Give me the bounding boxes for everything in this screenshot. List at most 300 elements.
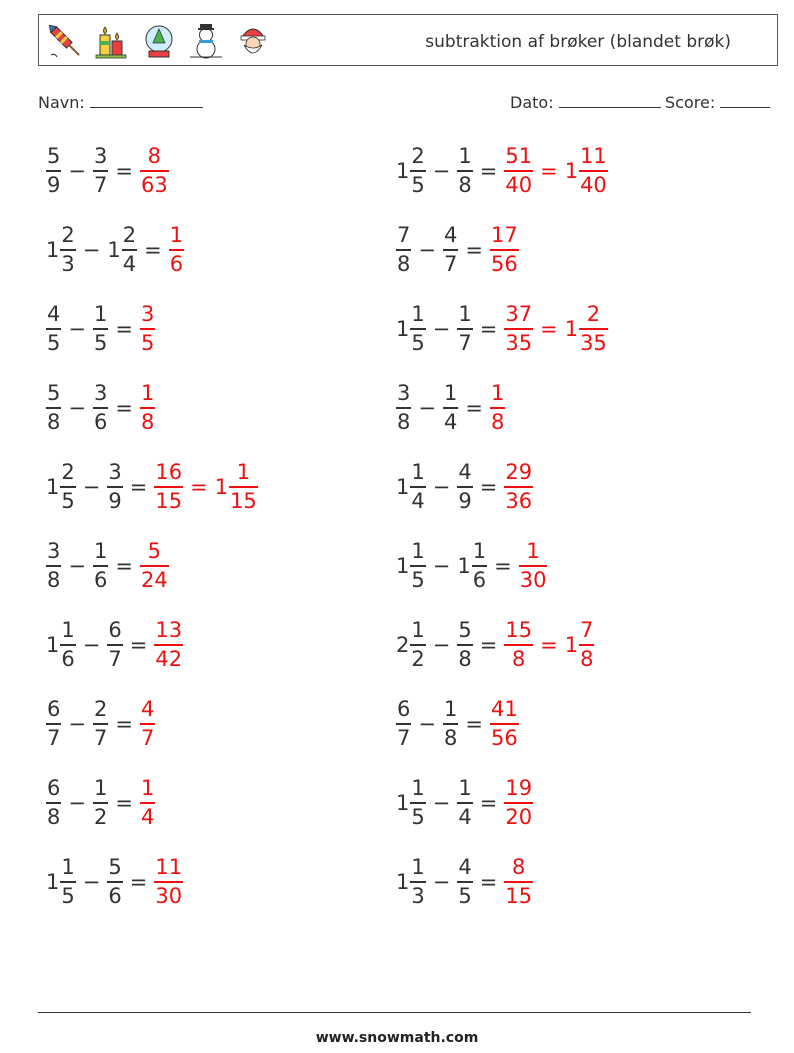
equals-sign: = bbox=[479, 632, 498, 657]
equals-sign: = bbox=[465, 711, 483, 736]
numerator: 5 bbox=[47, 144, 61, 168]
numerator: 3 bbox=[93, 144, 108, 168]
fraction-bar bbox=[154, 644, 183, 646]
fraction bbox=[93, 778, 108, 828]
denominator: 42 bbox=[155, 646, 183, 671]
answer bbox=[504, 462, 533, 512]
fraction-bar bbox=[93, 170, 108, 172]
subtrahend bbox=[457, 304, 472, 354]
minus-sign: − bbox=[432, 158, 451, 183]
fraction bbox=[490, 699, 519, 749]
fraction bbox=[579, 304, 608, 354]
whole-number: 2 bbox=[396, 632, 410, 657]
whole-number: 1 bbox=[396, 316, 410, 341]
fraction bbox=[504, 304, 533, 354]
denominator: 5 bbox=[411, 804, 425, 829]
equals-sign: = bbox=[540, 158, 558, 183]
denominator: 5 bbox=[93, 330, 108, 355]
equals-sign: = bbox=[540, 632, 558, 657]
footer-divider bbox=[38, 1012, 751, 1013]
whole-number: 1 bbox=[46, 869, 60, 894]
numerator: 6 bbox=[47, 776, 61, 800]
equals-sign: = bbox=[115, 395, 133, 420]
fraction bbox=[60, 225, 75, 275]
fraction-bar bbox=[504, 486, 533, 488]
answer-fraction bbox=[504, 620, 533, 670]
answer-fraction bbox=[490, 225, 519, 275]
fraction bbox=[504, 857, 533, 907]
fraction bbox=[579, 146, 608, 196]
answer-fraction bbox=[140, 304, 155, 354]
fraction-bar bbox=[107, 644, 122, 646]
denominator: 9 bbox=[108, 488, 122, 513]
denominator: 5 bbox=[47, 330, 61, 355]
numerator: 4 bbox=[47, 302, 61, 326]
subtrahend bbox=[457, 778, 472, 828]
fraction-bar bbox=[504, 802, 533, 804]
minuend bbox=[396, 304, 426, 354]
denominator: 5 bbox=[411, 567, 425, 592]
minuend bbox=[46, 620, 76, 670]
snowman-icon bbox=[186, 21, 226, 61]
fraction bbox=[504, 620, 533, 670]
candles-icon bbox=[92, 21, 132, 61]
numerator: 2 bbox=[93, 697, 108, 721]
numerator: 1 bbox=[236, 460, 251, 484]
denominator: 8 bbox=[512, 646, 526, 671]
santa-claus-icon bbox=[233, 21, 273, 61]
numerator: 2 bbox=[122, 223, 137, 247]
fraction bbox=[46, 383, 61, 433]
fraction bbox=[154, 620, 183, 670]
fraction bbox=[410, 778, 425, 828]
minuend bbox=[46, 383, 61, 433]
fraction-bar bbox=[410, 565, 425, 567]
fraction-bar bbox=[504, 170, 533, 172]
subtrahend bbox=[107, 857, 122, 907]
answer bbox=[169, 225, 184, 275]
fraction bbox=[46, 541, 61, 591]
denominator: 7 bbox=[93, 172, 108, 197]
answer-fraction bbox=[490, 383, 505, 433]
problem-item bbox=[396, 225, 519, 275]
denominator: 8 bbox=[47, 567, 61, 592]
problem-item bbox=[46, 304, 155, 354]
score-field[interactable] bbox=[665, 92, 770, 112]
subtrahend bbox=[107, 620, 122, 670]
fraction-bar bbox=[140, 802, 155, 804]
subtrahend bbox=[443, 225, 458, 275]
denominator: 6 bbox=[472, 567, 487, 592]
name-field[interactable] bbox=[38, 92, 203, 112]
answer-fraction bbox=[504, 857, 533, 907]
fraction bbox=[410, 541, 425, 591]
denominator: 8 bbox=[490, 409, 505, 434]
fraction-bar bbox=[122, 249, 137, 251]
fraction-bar bbox=[396, 407, 411, 409]
answer-fraction bbox=[140, 383, 155, 433]
fraction-bar bbox=[457, 644, 472, 646]
numerator: 2 bbox=[411, 144, 425, 168]
minuend bbox=[46, 462, 76, 512]
subtrahend bbox=[93, 146, 108, 196]
fraction-bar bbox=[46, 328, 61, 330]
fraction bbox=[60, 620, 75, 670]
numerator: 7 bbox=[580, 618, 594, 642]
numerator: 1 bbox=[411, 855, 425, 879]
whole-number: 1 bbox=[396, 158, 410, 183]
answer-fraction bbox=[140, 146, 169, 196]
numerator: 5 bbox=[458, 618, 472, 642]
fraction-bar bbox=[504, 881, 533, 883]
numerator: 11 bbox=[155, 855, 183, 879]
fraction bbox=[410, 620, 425, 670]
numerator: 15 bbox=[505, 618, 533, 642]
numerator: 1 bbox=[140, 776, 155, 800]
fraction bbox=[457, 857, 472, 907]
denominator: 4 bbox=[411, 488, 425, 513]
minus-sign: − bbox=[68, 711, 86, 736]
numerator: 2 bbox=[61, 460, 75, 484]
fraction-bar bbox=[396, 249, 411, 251]
fraction-bar bbox=[140, 170, 169, 172]
minus-sign: − bbox=[432, 790, 451, 815]
subtrahend bbox=[457, 462, 472, 512]
fraction bbox=[46, 778, 61, 828]
icon-strip bbox=[45, 19, 273, 63]
whole-number: 1 bbox=[396, 474, 410, 499]
fraction-bar bbox=[504, 644, 533, 646]
snow-globe-icon bbox=[139, 21, 179, 61]
subtrahend bbox=[457, 146, 472, 196]
numerator: 2 bbox=[61, 223, 75, 247]
denominator: 8 bbox=[140, 409, 155, 434]
numerator: 4 bbox=[458, 855, 472, 879]
subtrahend bbox=[107, 225, 137, 275]
score-blank[interactable] bbox=[720, 92, 770, 108]
answer bbox=[140, 541, 169, 591]
problem-item bbox=[46, 146, 169, 196]
numerator: 51 bbox=[505, 144, 533, 168]
fraction bbox=[457, 462, 472, 512]
problem-item bbox=[46, 462, 258, 512]
problem-item bbox=[396, 146, 608, 196]
date-field[interactable] bbox=[510, 92, 661, 112]
minus-sign: − bbox=[418, 711, 436, 736]
fraction-bar bbox=[46, 723, 61, 725]
denominator: 3 bbox=[61, 251, 75, 276]
denominator: 8 bbox=[47, 804, 61, 829]
fraction-bar bbox=[579, 170, 608, 172]
minus-sign: − bbox=[432, 474, 451, 499]
minuend bbox=[396, 383, 411, 433]
fraction bbox=[504, 778, 533, 828]
fraction-bar bbox=[140, 407, 155, 409]
fraction-bar bbox=[46, 802, 61, 804]
numerator: 1 bbox=[93, 302, 108, 326]
minus-sign: − bbox=[432, 869, 451, 894]
numerator: 1 bbox=[443, 697, 458, 721]
equals-sign: = bbox=[540, 316, 558, 341]
denominator: 9 bbox=[47, 172, 61, 197]
denominator: 24 bbox=[140, 567, 168, 592]
fraction-bar bbox=[410, 881, 425, 883]
problem-item bbox=[46, 778, 155, 828]
answer-fraction bbox=[154, 857, 183, 907]
fraction-bar bbox=[457, 486, 472, 488]
fraction bbox=[93, 383, 108, 433]
fraction-bar bbox=[472, 565, 487, 567]
problem-item bbox=[46, 225, 184, 275]
date-label: Dato: bbox=[510, 93, 554, 112]
minus-sign: − bbox=[418, 395, 436, 420]
fraction bbox=[140, 778, 155, 828]
fraction-bar bbox=[93, 328, 108, 330]
numerator: 4 bbox=[458, 460, 472, 484]
fraction-bar bbox=[46, 407, 61, 409]
fraction bbox=[504, 462, 533, 512]
fraction-bar bbox=[93, 802, 108, 804]
fraction-bar bbox=[410, 170, 425, 172]
denominator: 30 bbox=[155, 883, 183, 908]
denominator: 6 bbox=[93, 409, 108, 434]
minus-sign: − bbox=[68, 553, 86, 578]
numerator: 1 bbox=[458, 776, 472, 800]
numerator: 1 bbox=[61, 618, 75, 642]
numerator: 4 bbox=[443, 223, 458, 247]
minus-sign: − bbox=[68, 395, 86, 420]
minus-sign: − bbox=[82, 869, 101, 894]
fraction bbox=[46, 699, 61, 749]
numerator: 11 bbox=[580, 144, 607, 168]
fraction-bar bbox=[519, 565, 548, 567]
fraction bbox=[443, 699, 458, 749]
minus-sign: − bbox=[432, 553, 451, 578]
fraction bbox=[519, 541, 548, 591]
equals-sign: = bbox=[479, 474, 498, 499]
equals-sign: = bbox=[115, 553, 133, 578]
problem-item bbox=[396, 383, 505, 433]
fraction-bar bbox=[490, 723, 519, 725]
fraction bbox=[443, 225, 458, 275]
denominator: 5 bbox=[411, 172, 425, 197]
numerator: 1 bbox=[411, 460, 425, 484]
fraction bbox=[457, 304, 472, 354]
fraction bbox=[60, 462, 75, 512]
answer bbox=[154, 620, 183, 670]
equals-sign: = bbox=[494, 553, 512, 578]
fraction-bar bbox=[410, 328, 425, 330]
name-label: Navn: bbox=[38, 93, 85, 112]
numerator: 1 bbox=[411, 539, 425, 563]
denominator: 4 bbox=[458, 804, 472, 829]
minuend bbox=[396, 541, 426, 591]
answer bbox=[140, 146, 169, 196]
answer-mixed-number bbox=[565, 146, 608, 196]
fraction bbox=[410, 462, 425, 512]
date-blank[interactable] bbox=[559, 92, 661, 108]
equals-sign: = bbox=[190, 474, 208, 499]
fraction-bar bbox=[410, 644, 425, 646]
numerator: 41 bbox=[490, 697, 518, 721]
fraction-bar bbox=[579, 644, 594, 646]
minuend bbox=[396, 225, 411, 275]
fraction bbox=[46, 146, 61, 196]
answer bbox=[140, 778, 155, 828]
fraction bbox=[457, 778, 472, 828]
equals-sign: = bbox=[115, 711, 133, 736]
numerator: 5 bbox=[108, 855, 122, 879]
problem-item bbox=[46, 857, 183, 907]
problem-item bbox=[396, 778, 533, 828]
denominator: 4 bbox=[443, 409, 458, 434]
subtrahend bbox=[93, 699, 108, 749]
fraction-bar bbox=[410, 802, 425, 804]
fraction-bar bbox=[443, 407, 458, 409]
denominator: 40 bbox=[505, 172, 533, 197]
minus-sign: − bbox=[68, 790, 86, 815]
denominator: 8 bbox=[397, 409, 411, 434]
equals-sign: = bbox=[144, 237, 162, 262]
minuend bbox=[396, 462, 426, 512]
numerator: 6 bbox=[397, 697, 411, 721]
denominator: 3 bbox=[411, 883, 425, 908]
fraction-bar bbox=[410, 486, 425, 488]
denominator: 36 bbox=[505, 488, 533, 513]
answer-fraction bbox=[169, 225, 184, 275]
answer-fraction bbox=[504, 304, 533, 354]
denominator: 35 bbox=[580, 330, 607, 355]
problem-item bbox=[396, 620, 594, 670]
whole-number: 1 bbox=[396, 790, 410, 815]
minus-sign: − bbox=[82, 632, 101, 657]
fraction bbox=[396, 699, 411, 749]
denominator: 8 bbox=[397, 251, 411, 276]
equals-sign: = bbox=[479, 158, 498, 183]
equals-sign: = bbox=[115, 158, 133, 183]
minuend bbox=[46, 146, 61, 196]
denominator: 5 bbox=[61, 883, 75, 908]
fraction-bar bbox=[154, 881, 183, 883]
answer-mixed-number bbox=[565, 620, 595, 670]
denominator: 7 bbox=[443, 251, 458, 276]
minus-sign: − bbox=[432, 632, 451, 657]
fraction bbox=[93, 304, 108, 354]
fraction-bar bbox=[443, 249, 458, 251]
answer bbox=[504, 778, 533, 828]
denominator: 15 bbox=[230, 488, 257, 513]
whole-number: 1 bbox=[564, 158, 579, 183]
denominator: 6 bbox=[108, 883, 122, 908]
subtrahend bbox=[457, 620, 472, 670]
answer bbox=[140, 383, 155, 433]
numerator: 1 bbox=[140, 381, 155, 405]
problem-item bbox=[396, 857, 533, 907]
subtrahend bbox=[443, 383, 458, 433]
problem-item bbox=[46, 383, 155, 433]
numerator: 1 bbox=[443, 381, 458, 405]
fraction-bar bbox=[457, 328, 472, 330]
denominator: 35 bbox=[505, 330, 533, 355]
denominator: 20 bbox=[505, 804, 533, 829]
numerator: 2 bbox=[586, 302, 601, 326]
problem-item bbox=[396, 541, 547, 591]
fraction bbox=[93, 146, 108, 196]
whole-number: 1 bbox=[46, 632, 60, 657]
fraction bbox=[410, 857, 425, 907]
footer-website: www.snowmath.com bbox=[315, 1030, 479, 1046]
fraction bbox=[140, 541, 169, 591]
equals-sign: = bbox=[115, 790, 133, 815]
fraction-bar bbox=[457, 802, 472, 804]
minuend bbox=[46, 778, 61, 828]
fraction bbox=[396, 383, 411, 433]
minuend bbox=[46, 304, 61, 354]
fraction-bar bbox=[457, 170, 472, 172]
subtrahend bbox=[93, 304, 108, 354]
fraction-bar bbox=[457, 881, 472, 883]
fraction-bar bbox=[504, 328, 533, 330]
fraction bbox=[46, 304, 61, 354]
numerator: 8 bbox=[512, 855, 526, 879]
whole-number: 1 bbox=[396, 553, 410, 578]
answer bbox=[140, 699, 155, 749]
denominator: 30 bbox=[519, 567, 547, 592]
denominator: 8 bbox=[443, 725, 458, 750]
numerator: 1 bbox=[169, 223, 184, 247]
denominator: 8 bbox=[47, 409, 61, 434]
fraction-bar bbox=[60, 881, 75, 883]
equals-sign: = bbox=[465, 395, 483, 420]
answer-fraction bbox=[140, 541, 169, 591]
fraction bbox=[457, 620, 472, 670]
equals-sign: = bbox=[129, 474, 148, 499]
fraction bbox=[93, 699, 108, 749]
minus-sign: − bbox=[68, 158, 86, 183]
subtrahend bbox=[93, 383, 108, 433]
denominator: 5 bbox=[61, 488, 75, 513]
numerator: 17 bbox=[490, 223, 518, 247]
fraction-bar bbox=[579, 328, 608, 330]
answer-fraction bbox=[154, 462, 183, 512]
fraction bbox=[107, 620, 122, 670]
numerator: 3 bbox=[47, 539, 61, 563]
fraction-bar bbox=[60, 486, 75, 488]
whole-number: 1 bbox=[107, 237, 121, 262]
equals-sign: = bbox=[129, 869, 148, 894]
answer bbox=[519, 541, 548, 591]
denominator: 7 bbox=[140, 725, 155, 750]
whole-number: 1 bbox=[214, 474, 229, 499]
answer bbox=[504, 857, 533, 907]
numerator: 1 bbox=[411, 618, 425, 642]
equals-sign: = bbox=[129, 632, 148, 657]
numerator: 13 bbox=[155, 618, 183, 642]
name-blank[interactable] bbox=[90, 92, 203, 108]
minuend bbox=[46, 699, 61, 749]
answer bbox=[140, 304, 155, 354]
numerator: 6 bbox=[47, 697, 61, 721]
minus-sign: − bbox=[418, 237, 436, 262]
equals-sign: = bbox=[115, 316, 133, 341]
minuend bbox=[396, 857, 426, 907]
denominator: 2 bbox=[411, 646, 425, 671]
fraction bbox=[140, 304, 155, 354]
equals-sign: = bbox=[479, 869, 498, 894]
answer bbox=[490, 699, 519, 749]
denominator: 5 bbox=[411, 330, 425, 355]
fraction bbox=[579, 620, 594, 670]
